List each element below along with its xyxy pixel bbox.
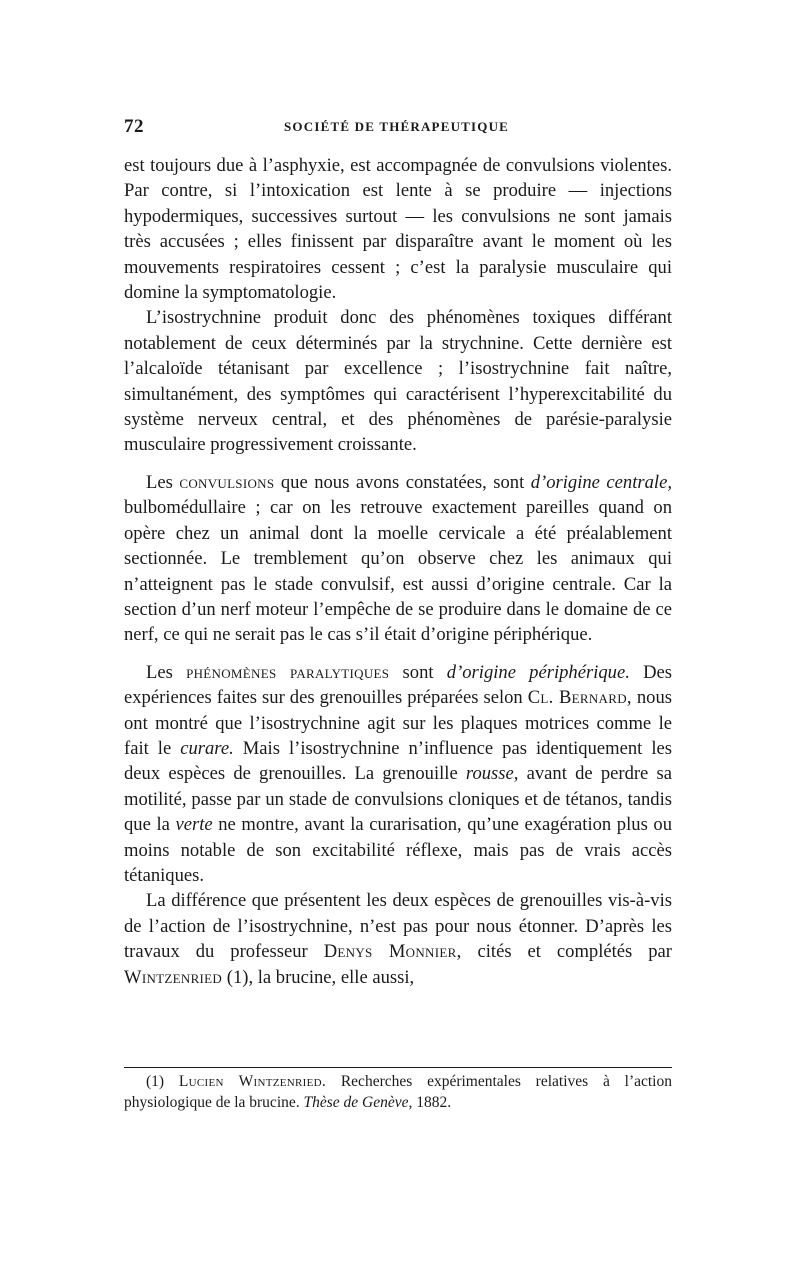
body-text [124, 153, 672, 990]
page-header [124, 116, 672, 138]
paragraph-4 [124, 660, 672, 889]
running-title: SOCIÉTÉ DE THÉRAPEUTIQUE [284, 119, 510, 134]
text-run: ne montre, avant la curarisation, qu’une exagération plus ou moins notable de son excitabilité réflexe, mais pas de vrais accès tétaniques. [124, 814, 673, 886]
small-caps-name: Cl. Bernard, [527, 687, 632, 709]
small-caps-name: Wintzenried [124, 966, 223, 988]
footnote-title: Recherches expérimentales relatives à l’action physiologique de la brucine. [124, 1073, 672, 1111]
text-run: La différence que présentent les deux espèces de grenouilles vis-à-vis de l’action de l’isostrychnine, n’est pas pour nous étonner. D’après les travaux du professeur [124, 890, 672, 963]
small-caps-name: Denys Monnier, [323, 941, 462, 963]
text-run: cités et complétés par [461, 941, 672, 963]
text-run: avant de perdre sa motilité, passe par un stade de convulsions cloniques et de tétanos, tandis que la [124, 763, 672, 836]
footnote-text [124, 1071, 672, 1113]
footnote-author: Lucien Wintzenried. [178, 1073, 327, 1090]
italic-term: d’origine centrale, [530, 471, 672, 493]
footnote-divider [124, 1067, 672, 1068]
small-caps-term: phénomènes paralytiques [186, 661, 390, 683]
page-number: 72 [124, 116, 144, 137]
footnote-year: 1882. [412, 1094, 452, 1111]
text-run: bulbomédullaire ; car on les retrouve exactement pareilles quand on opère chez un animal dont la moelle cervicale a été préalablement sectionnée. Le tremblement qu’on observe chez les animaux qui n’atteignent pas le stade convulsif, est aussi d’origine centrale. Car la section d’un nerf moteur l’empêche de se produire dans le domaine de ce nerf, ce qui ne serait pas le cas s’il était d’origine périphérique. [124, 497, 672, 646]
paragraph-2: L’isostrychnine produit donc des phénomènes toxiques différant notablement de ceux déterminés par la strychnine. Cette dernière est l’alcaloïde tétanisant par excellence ; l’isostrychnine fait naître, simultanément, des symptômes qui caractérisent l’hyperexcitabilité du système nerveux central, et des phénomènes de parésie-paralysie musculaire progressivement croissante. [124, 307, 672, 456]
paragraph-3 [124, 470, 672, 648]
italic-term: curare. [180, 737, 234, 759]
text-run: Mais l’isostrychnine n’influence pas identiquement les deux espèces de grenouilles. La grenouille [124, 737, 672, 785]
footnote-marker: (1) [146, 1073, 179, 1090]
italic-term: verte [175, 814, 213, 836]
footnote [124, 1071, 672, 1113]
italic-term: d’origine périphérique. [446, 661, 630, 683]
text-run: que nous avons constatées, sont [274, 471, 531, 493]
text-run: Des expériences faites sur des grenouilles préparées selon [124, 661, 673, 709]
text-run: Les [146, 471, 180, 493]
paragraph-5 [124, 888, 672, 990]
text-run: Les [146, 661, 187, 683]
text-run: (1), la brucine, elle aussi, [222, 966, 415, 988]
text-run: nous ont montré que l’isostrychnine agit sur les plaques motrices comme le fait le [124, 687, 672, 759]
paragraph-1: est toujours due à l’asphyxie, est accompagnée de convulsions violentes. Par contre, si l’intoxication est lente à se produire — injections hypodermiques, successives surtout — les convulsions ne sont jamais très accusées ; elles finissent par disparaître avant le moment où les mouvements respiratoires cessent ; c’est la paralysie musculaire qui domine la symptomatologie. [124, 155, 672, 304]
italic-term: rousse, [465, 763, 519, 785]
small-caps-term: convulsions [179, 471, 275, 493]
footnote-thesis: Thèse de Genève, [303, 1094, 413, 1111]
text-run: sont [389, 661, 447, 683]
